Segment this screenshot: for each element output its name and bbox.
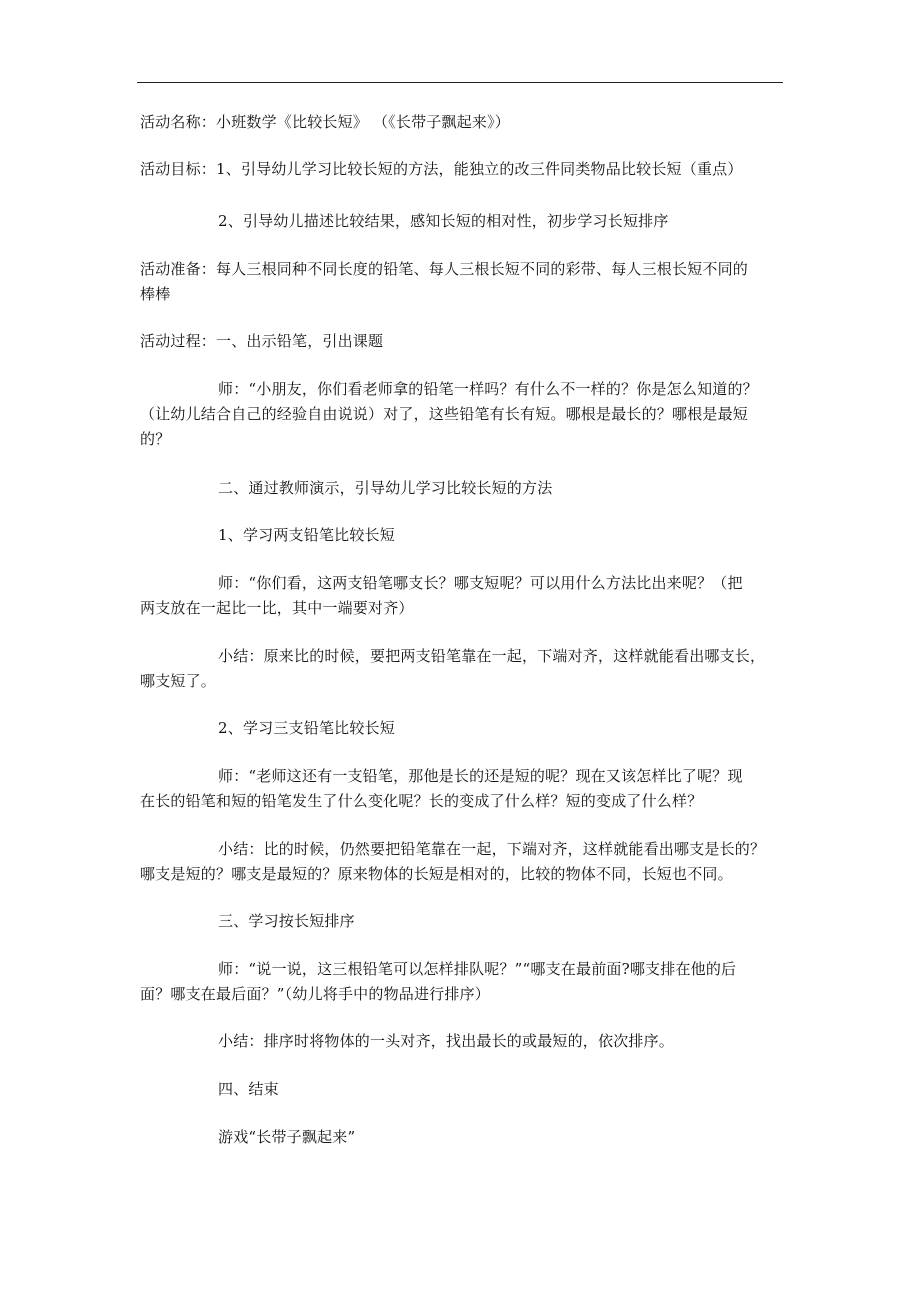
paragraph-line: 师：“老师这还有一支铅笔，那他是长的还是短的呢？现在又该怎样比了呢？现 (218, 767, 743, 785)
activity-prep-line: 活动准备：每人三根同种不同长度的铅笔、每人三根长短不同的彩带、每人三根长短不同的 (140, 260, 749, 278)
section-heading: 二、通过教师演示，引导幼儿学习比较长短的方法 (218, 479, 553, 497)
paragraph-line: 师：“说一说，这三根铅笔可以怎样排队呢？”“哪支在最前面?哪支排在他的后 (218, 960, 737, 978)
paragraph-line: （让幼儿结合自己的经验自由说说）对了，这些铅笔有长有短。哪根是最长的？哪根是最短 (140, 405, 749, 423)
section-heading: 四、结束 (218, 1080, 279, 1098)
summary-line: 小结：原来比的时候，要把两支铅笔靠在一起，下端对齐，这样就能看出哪支长， (218, 647, 766, 665)
activity-goal-line-2: 2、引导幼儿描述比较结果，感知长短的相对性，初步学习长短排序 (218, 212, 669, 230)
summary-line: 小结：比的时候，仍然要把铅笔靠在一起，下端对齐，这样就能看出哪支是长的？ (218, 840, 766, 858)
activity-goal-line-1: 活动目标：1、引导幼儿学习比较长短的方法，能独立的改三件同类物品比较长短（重点） (140, 160, 743, 178)
paragraph-line: 师：“小朋友，你们看老师拿的铅笔一样吗？有什么不一样的？你是怎么知道的？ (218, 380, 758, 398)
paragraph-line: 面？哪支在最后面？”（幼儿将手中的物品进行排序） (140, 985, 490, 1003)
subsection-heading: 1、学习两支铅笔比较长短 (218, 526, 395, 544)
game-line: 游戏“长带子飘起来” (218, 1128, 356, 1146)
summary-line: 哪支是短的？哪支是最短的？原来物体的长短是相对的，比较的物体不同，长短也不同。 (140, 865, 733, 883)
summary-line: 小结：排序时将物体的一头对齐，找出最长的或最短的，依次排序。 (218, 1032, 675, 1050)
paragraph-line: 两支放在一起比一比，其中一端要对齐） (140, 599, 414, 617)
subsection-heading: 2、学习三支铅笔比较长短 (218, 719, 395, 737)
summary-line: 哪支短了。 (140, 672, 217, 690)
section-heading: 三、学习按长短排序 (218, 912, 355, 930)
header-rule (137, 82, 783, 83)
activity-process-line: 活动过程：一、出示铅笔，引出课题 (140, 332, 384, 350)
paragraph-line: 师：“你们看，这两支铅笔哪支长？哪支短呢？可以用什么方法比出来呢？（把 (218, 574, 743, 592)
paragraph-line: 在长的铅笔和短的铅笔发生了什么变化呢？长的变成了什么样？短的变成了什么样？ (140, 792, 703, 810)
activity-name-line: 活动名称：小班数学《比较长短》 （《长带子飘起来》） (140, 113, 510, 131)
activity-prep-line-cont: 棒棒 (140, 285, 171, 303)
paragraph-line: 的？ (140, 430, 171, 448)
